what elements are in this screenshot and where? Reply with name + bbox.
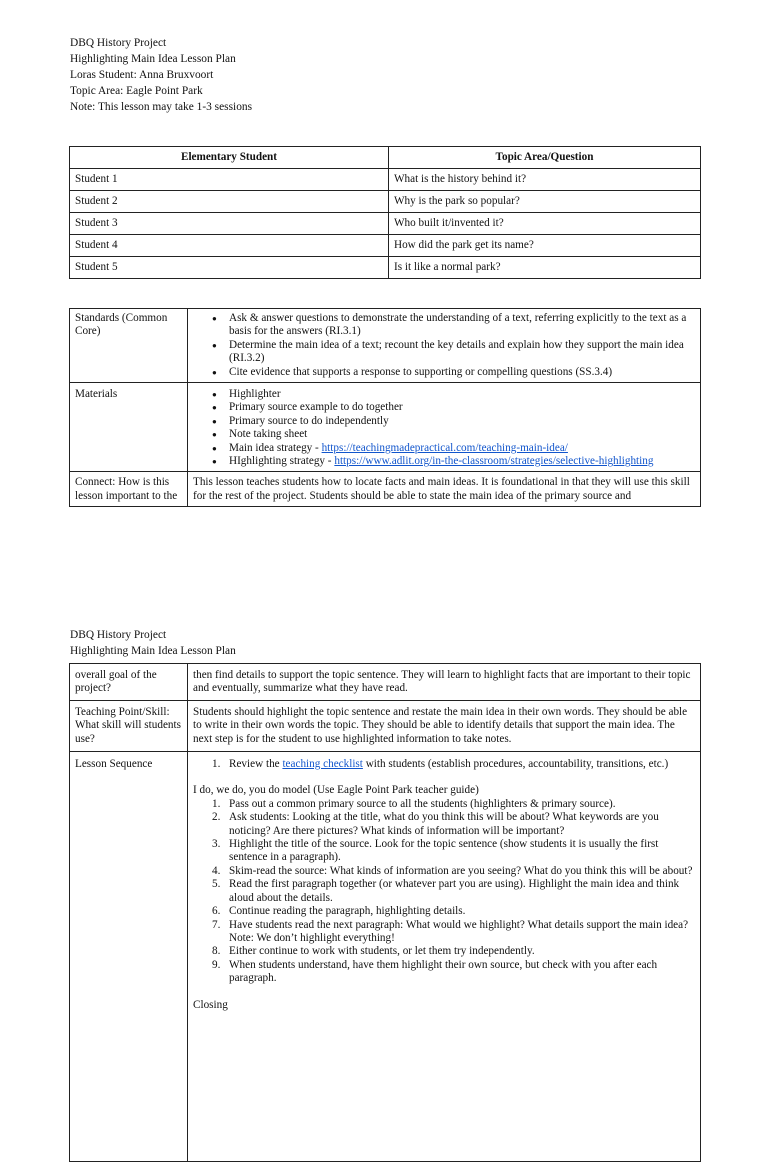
materials-list: [193, 388, 695, 468]
step-text: Read the first paragraph together (or whatever part you are using). Highlight the main idea and think aloud about the details.: [229, 878, 680, 904]
list-item: 7. Have students read the next paragraph: What would we highlight? What details support the main idea? Note: We don’t highlight everything!: [212, 918, 689, 944]
review-list: [193, 758, 695, 771]
step-text: Skim-read the source: What kinds of information are you seeing? What do you think this will be about?: [229, 864, 693, 877]
lesson-sequence-row: [70, 752, 701, 1162]
question-cell: Is it like a normal park?: [389, 257, 701, 279]
connect-label: Connect: How is this lesson important to the: [75, 476, 178, 502]
list-item: [229, 442, 695, 455]
list-item: ● Primary source example to do together: [229, 401, 695, 414]
teaching-point-row: [70, 700, 701, 751]
step-text: When students understand, have them highlight their own source, but check with you after each paragraph.: [229, 958, 658, 985]
step-text: Highlight the title of the source. Look for the topic sentence (show students it is usually the first sentence in a paragraph).: [229, 838, 659, 864]
list-item: ● Primary source to do independently: [229, 415, 695, 428]
lesson-title: Highlighting Main Idea Lesson Plan: [70, 645, 236, 657]
topic-area: Topic Area: Eagle Point Park: [70, 85, 203, 97]
student-cell: Student 2: [70, 191, 389, 213]
list-item: ● Note taking sheet: [229, 428, 695, 441]
list-item: 3. Highlight the title of the source. Look for the topic sentence (show students it is usually the first sentence in a paragraph).: [212, 838, 659, 864]
review-prefix: Review the: [229, 758, 283, 771]
materials-content: [188, 383, 701, 472]
closing-heading: Closing: [193, 998, 228, 1011]
highlighting-prefix: HIghlighting strategy -: [229, 455, 335, 468]
model-heading: I do, we do, you do model (Use Eagle Point Park teacher guide): [193, 784, 479, 797]
step-text: Have students read the next paragraph: What would we highlight? What details support the main idea? Note: We don’t highlight everything!: [229, 918, 689, 944]
student-topic-table: [69, 146, 701, 279]
highlighting-strategy-link[interactable]: https://www.adlit.org/in-the-classroom/strategies/selective-highlighting: [334, 455, 654, 468]
main-idea-prefix: Main idea strategy -: [229, 441, 322, 454]
lesson-sequence-content: [188, 752, 701, 1162]
materials-label: Materials: [70, 383, 188, 472]
connect-row: [70, 472, 701, 507]
student-cell: Student 1: [70, 169, 389, 191]
table-row: [70, 191, 701, 213]
lesson-plan-table-page2: [69, 663, 701, 1162]
steps-list: [193, 798, 695, 986]
teaching-point-text: Students should highlight the topic sentence and restate the main idea in their own words. They should be able to write in their own words the topic. They should be able to identify details that support the main idea. The next step is for the student to use highlighted information to take notes.: [188, 700, 701, 751]
teaching-checklist-link[interactable]: teaching checklist: [282, 758, 363, 771]
lesson-plan-table-page1: [69, 308, 701, 507]
review-suffix: with students (establish procedures, accountability, transitions, etc.): [362, 758, 669, 771]
overall-goal-label: overall goal of the project?: [70, 664, 188, 701]
student-cell: Student 4: [70, 235, 389, 257]
step-text: Pass out a common primary source to all the students (highlighters & primary source).: [229, 797, 616, 810]
list-item: ● Cite evidence that supports a response to supporting or compelling questions (SS.3.4): [229, 366, 695, 379]
materials-row: [70, 383, 701, 472]
connect-label-cell: [70, 472, 188, 507]
lesson-title: Highlighting Main Idea Lesson Plan: [70, 53, 236, 65]
list-item: ● Ask & answer questions to demonstrate the understanding of a text, referring explicitly to the text as a basis for the answers (RI.3.1): [229, 312, 695, 339]
question-cell: What is the history behind it?: [389, 169, 701, 191]
question-cell: Why is the park so popular?: [389, 191, 701, 213]
list-item: 9. When students understand, have them highlight their own source, but check with you after each paragraph.: [212, 958, 658, 985]
list-item: ● Determine the main idea of a text; recount the key details and explain how they support the main idea (RI.3.2): [229, 339, 695, 366]
list-item: [229, 455, 695, 468]
question-cell: Who built it/invented it?: [389, 213, 701, 235]
table-header-row: [70, 147, 701, 169]
standards-content: [188, 309, 701, 383]
list-item: 8. Either continue to work with students, or let them try independently.: [212, 945, 535, 958]
standards-label: Standards (Common Core): [70, 309, 188, 383]
step-text: Either continue to work with students, or let them try independently.: [229, 945, 535, 958]
list-item: 1. Review the teaching checklist with students (establish procedures, accountability, transitions, etc.): [212, 758, 669, 771]
session-note: Note: This lesson may take 1-3 sessions: [70, 101, 253, 113]
table-row: [70, 235, 701, 257]
student-cell: Student 3: [70, 213, 389, 235]
connect-text: This lesson teaches students how to locate facts and main ideas. It is foundational in that they will use this skill for the rest of the project. Students should be able to state the main idea of the primary source and: [193, 476, 690, 502]
lesson-sequence-label: Lesson Sequence: [70, 752, 188, 1162]
step-text: Continue reading the paragraph, highlighting details.: [229, 905, 466, 918]
column-header: Topic Area/Question: [389, 147, 701, 169]
question-cell: How did the park get its name?: [389, 235, 701, 257]
overall-goal-row: [70, 664, 701, 701]
standards-list: [193, 312, 695, 379]
list-item: 5. Read the first paragraph together (or whatever part you are using). Highlight the main idea and think aloud about the details.: [212, 878, 680, 904]
list-item: 4. Skim-read the source: What kinds of information are you seeing? What do you think this will be about?: [212, 864, 693, 877]
table-row: [70, 257, 701, 279]
table-row: [70, 213, 701, 235]
list-item: 6. Continue reading the paragraph, highlighting details.: [212, 905, 466, 918]
list-item: 1. Pass out a common primary source to all the students (highlighters & primary source).: [212, 797, 616, 810]
student-name: Loras Student: Anna Bruxvoort: [70, 69, 214, 81]
list-item: 2. Ask students: Looking at the title, what do you think this will be about? What keywords are you noticing? Are there pictures? What kinds of information will be important?: [212, 811, 659, 837]
step-text: Ask students: Looking at the title, what do you think this will be about? What keywords are you noticing? Are there pictures? What kinds of information will be important?: [229, 811, 659, 837]
project-title: DBQ History Project: [70, 629, 167, 641]
project-title: DBQ History Project: [70, 37, 167, 49]
page1-header: [70, 35, 252, 115]
teaching-point-label: Teaching Point/Skill: What skill will students use?: [70, 700, 188, 751]
page2-header: [70, 627, 236, 659]
standards-row: [70, 309, 701, 383]
overall-goal-text: then find details to support the topic sentence. They will learn to highlight facts that are important to their topic and eventually, summarize what they have read.: [188, 664, 701, 701]
column-header: Elementary Student: [70, 147, 389, 169]
list-item: ● Highlighter: [229, 388, 695, 401]
main-idea-strategy-link[interactable]: https://teachingmadepractical.com/teaching-main-idea/: [321, 441, 568, 454]
table-row: [70, 169, 701, 191]
connect-text-cell: [188, 472, 701, 507]
student-cell: Student 5: [70, 257, 389, 279]
